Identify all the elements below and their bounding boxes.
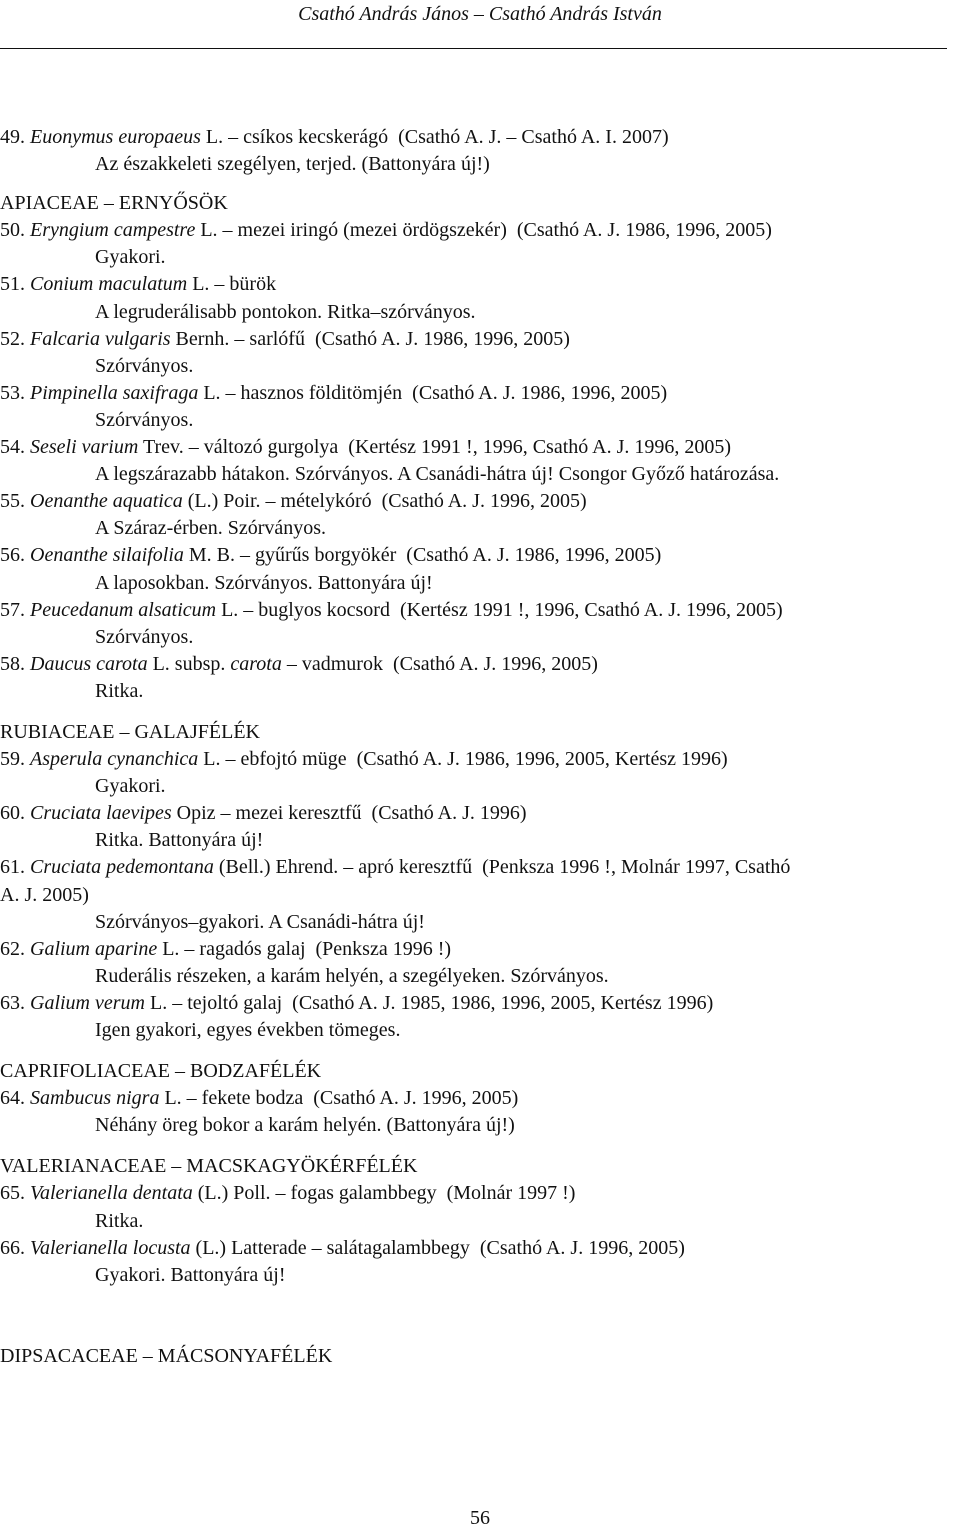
family-heading: RUBIACEAE – GALAJFÉLÉK xyxy=(0,720,260,743)
entry-number: 54. xyxy=(0,436,25,459)
spacer xyxy=(0,178,955,190)
entry-number: 57. xyxy=(0,598,25,621)
species-note: Ritka. xyxy=(95,1209,144,1232)
species-note: Ritka. Battonyára új! xyxy=(95,829,264,852)
species-entry xyxy=(0,488,955,515)
entry-number: 49. xyxy=(0,126,25,148)
scientific-name: Pimpinella saxifraga xyxy=(30,381,199,404)
species-entry xyxy=(0,1180,955,1207)
species-note: Szórványos. xyxy=(95,408,194,431)
family-heading: CAPRIFOLIACEAE – BODZAFÉLÉK xyxy=(0,1060,322,1083)
scientific-name: Cruciata pedemontana xyxy=(30,856,214,879)
family-heading: APIACEAE – ERNYŐSÖK xyxy=(0,192,228,215)
entry-details: – vadmurok (Csathó A. J. 1996, 2005) xyxy=(281,652,598,675)
entry-continuation: A. J. 2005) xyxy=(0,883,89,906)
entry-details: Bernh. – sarlófű (Csathó A. J. 1986, 1996, 2005) xyxy=(170,327,570,350)
entry-details: L. – bürök xyxy=(187,273,277,296)
scientific-name: Galium aparine xyxy=(30,937,158,960)
entry-details: L. – buglyos kocsord (Kertész 1991 !, 1996, Csathó A. J. 1996, 2005) xyxy=(216,598,783,621)
entry-details: L. – fekete bodza (Csathó A. J. 1996, 2005) xyxy=(159,1087,519,1110)
entry-details: L. subsp. xyxy=(147,652,231,675)
scientific-name: Eryngium campestre xyxy=(30,219,196,242)
entry-number: 63. xyxy=(0,991,25,1014)
scientific-name: Oenanthe aquatica xyxy=(30,490,183,513)
entry-number: 60. xyxy=(0,802,25,825)
entry-details: L. – csíkos kecskerágó (Csathó A. J. – Csathó A. I. 2007) xyxy=(200,126,669,148)
entry-details: Trev. – változó gurgolya (Kertész 1991 !, 1996, Csathó A. J. 1996, 2005) xyxy=(138,436,732,459)
species-note: A Száraz-érben. Szórványos. xyxy=(95,517,327,540)
species-note: Igen gyakori, egyes években tömeges. xyxy=(95,1019,401,1041)
entry-number: 55. xyxy=(0,490,25,513)
entry-details: L. – mezei iringó (mezei ördögszekér) (Csathó A. J. 1986, 1996, 2005) xyxy=(195,219,772,242)
entry-number: 62. xyxy=(0,937,25,960)
entry-details: (Bell.) Ehrend. – apró keresztfű (Penksza 1996 !, Molnár 1997, Csathó xyxy=(213,856,791,879)
page-number: 56 xyxy=(470,1507,490,1529)
species-entry xyxy=(0,326,955,353)
entry-details: L. – ebfojtó müge (Csathó A. J. 1986, 1996, 2005, Kertész 1996) xyxy=(198,748,728,771)
species-entry xyxy=(0,434,955,461)
species-entry xyxy=(0,542,955,569)
species-note: Néhány öreg bokor a karám helyén. (Battonyára új!) xyxy=(95,1114,515,1137)
running-header: Csathó András János – Csathó András István xyxy=(298,3,662,25)
species-entry xyxy=(0,936,955,963)
entry-details: L. – tejoltó galaj (Csathó A. J. 1985, 1986, 1996, 2005, Kertész 1996) xyxy=(144,991,714,1014)
species-note: Szórványos–gyakori. A Csanádi-hátra új! xyxy=(95,910,425,933)
entry-details: M. B. – gyűrűs borgyökér (Csathó A. J. 1986, 1996, 2005) xyxy=(183,544,662,567)
entry-number: 51. xyxy=(0,273,25,296)
entry-details: (L.) Poir. – mételykóró (Csathó A. J. 1996, 2005) xyxy=(182,490,587,513)
scientific-name: Euonymus europaeus xyxy=(30,126,201,148)
species-note: A laposokban. Szórványos. Battonyára új! xyxy=(95,571,433,594)
scientific-name: Conium maculatum xyxy=(30,273,188,296)
entry-number: 58. xyxy=(0,652,25,675)
species-note: Szórványos. xyxy=(95,625,194,648)
species-entry xyxy=(0,800,955,827)
species-note: Szórványos. xyxy=(95,354,194,377)
subspecies-name: carota xyxy=(230,652,282,675)
species-note: Ritka. xyxy=(95,679,144,702)
species-entry xyxy=(0,217,955,244)
scientific-name: Valerianella dentata xyxy=(30,1182,193,1205)
scientific-name: Sambucus nigra xyxy=(30,1087,160,1110)
entry-number: 53. xyxy=(0,381,25,404)
species-entry xyxy=(0,854,955,881)
species-entry xyxy=(0,380,955,407)
family-heading: DIPSACACEAE – MÁCSONYAFÉLÉK xyxy=(0,1344,333,1367)
scientific-name: Falcaria vulgaris xyxy=(30,327,171,350)
spacer xyxy=(0,1289,955,1343)
species-note: Az északkeleti szegélyen, terjed. (Battonyára új!) xyxy=(95,153,490,176)
scientific-name: Galium verum xyxy=(30,991,145,1014)
scientific-name: Seseli varium xyxy=(30,436,139,459)
document-body xyxy=(0,124,955,1370)
species-note: Ruderális részeken, a karám helyén, a szegélyeken. Szórványos. xyxy=(95,964,609,987)
species-entry xyxy=(0,746,955,773)
spacer xyxy=(0,1044,955,1058)
entry-number: 59. xyxy=(0,748,25,771)
scientific-name: Daucus carota xyxy=(30,652,148,675)
header-rule xyxy=(0,48,947,49)
species-entry xyxy=(0,124,955,151)
species-note: A legszárazabb hátakon. Szórványos. A Csanádi-hátra új! Csongor Győző határozása. xyxy=(95,463,780,486)
entry-details: L. – hasznos földitömjén (Csathó A. J. 1986, 1996, 2005) xyxy=(198,381,668,404)
species-entry xyxy=(0,651,955,678)
spacer xyxy=(0,1139,955,1153)
scientific-name: Cruciata laevipes xyxy=(30,802,172,825)
species-note: Gyakori. Battonyára új! xyxy=(95,1263,286,1286)
entry-number: 65. xyxy=(0,1182,25,1205)
entry-number: 56. xyxy=(0,544,25,567)
entry-details: L. – ragadós galaj (Penksza 1996 !) xyxy=(157,937,452,960)
scientific-name: Asperula cynanchica xyxy=(30,748,199,771)
species-note: A legruderálisabb pontokon. Ritka–szórványos. xyxy=(95,300,476,323)
entry-details: Opiz – mezei keresztfű (Csathó A. J. 1996) xyxy=(171,802,527,825)
species-entry xyxy=(0,271,955,298)
entry-details: (L.) Poll. – fogas galambbegy (Molnár 1997 !) xyxy=(192,1182,576,1205)
entry-number: 61. xyxy=(0,856,25,879)
species-entry xyxy=(0,597,955,624)
entry-number: 50. xyxy=(0,219,25,242)
scientific-name: Peucedanum alsaticum xyxy=(30,598,217,621)
species-entry xyxy=(0,1085,955,1112)
scientific-name: Oenanthe silaifolia xyxy=(30,544,184,567)
family-heading: VALERIANACEAE – MACSKAGYÖKÉRFÉLÉK xyxy=(0,1155,418,1178)
spacer xyxy=(0,705,955,719)
species-note: Gyakori. xyxy=(95,246,166,269)
entry-number: 66. xyxy=(0,1236,25,1259)
species-entry xyxy=(0,1235,955,1262)
species-note: Gyakori. xyxy=(95,775,166,798)
entry-details: (L.) Latterade – salátagalambbegy (Csathó A. J. 1996, 2005) xyxy=(190,1236,685,1259)
entry-number: 52. xyxy=(0,327,25,350)
entry-number: 64. xyxy=(0,1087,25,1110)
species-entry xyxy=(0,990,955,1017)
scientific-name: Valerianella locusta xyxy=(30,1236,191,1259)
